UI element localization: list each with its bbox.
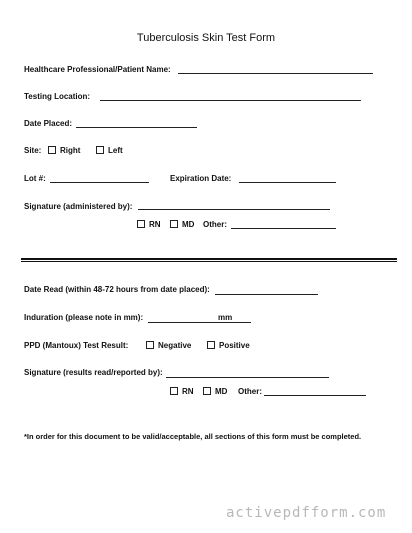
testing-location-field[interactable]	[100, 100, 361, 101]
site-right-checkbox[interactable]	[48, 146, 56, 154]
admin-other-field[interactable]	[231, 228, 336, 229]
patient-name-label: Healthcare Professional/Patient Name:	[24, 65, 171, 74]
read-md-checkbox[interactable]	[203, 387, 211, 395]
date-read-field[interactable]	[215, 294, 318, 295]
read-rn-label: RN	[182, 387, 194, 396]
induration-field[interactable]	[148, 322, 251, 323]
read-other-field[interactable]	[264, 395, 366, 396]
form-title: Tuberculosis Skin Test Form	[136, 32, 276, 44]
patient-name-field[interactable]	[178, 73, 373, 74]
section-divider	[21, 258, 397, 262]
admin-rn-label: RN	[149, 220, 161, 229]
induration-label: Induration (please note in mm):	[24, 313, 144, 322]
site-left-label: Left	[108, 146, 123, 155]
lot-label: Lot #:	[24, 174, 46, 183]
lot-field[interactable]	[50, 182, 149, 183]
site-label: Site:	[24, 146, 42, 155]
watermark: activepdfform.com	[226, 505, 387, 521]
expiration-field[interactable]	[239, 182, 336, 183]
site-right-label: Right	[60, 146, 81, 155]
read-other-label: Other:	[238, 387, 262, 396]
admin-other-label: Other:	[203, 220, 227, 229]
signature-read-label: Signature (results read/reported by):	[24, 368, 163, 377]
signature-admin-label: Signature (administered by):	[24, 202, 133, 211]
validity-note: *In order for this document to be valid/acceptable, all sections of this form must be completed.	[24, 432, 362, 441]
ppd-negative-label: Negative	[158, 341, 192, 350]
signature-admin-field[interactable]	[138, 209, 330, 210]
date-placed-field[interactable]	[76, 127, 197, 128]
ppd-result-label: PPD (Mantoux) Test Result:	[24, 341, 129, 350]
admin-md-checkbox[interactable]	[170, 220, 178, 228]
read-md-label: MD	[215, 387, 228, 396]
date-read-label: Date Read (within 48-72 hours from date placed):	[24, 285, 210, 294]
read-rn-checkbox[interactable]	[170, 387, 178, 395]
ppd-positive-label: Positive	[219, 341, 250, 350]
ppd-positive-checkbox[interactable]	[207, 341, 215, 349]
site-left-checkbox[interactable]	[96, 146, 104, 154]
date-placed-label: Date Placed:	[24, 119, 73, 128]
signature-read-field[interactable]	[166, 377, 329, 378]
expiration-label: Expiration Date:	[170, 174, 232, 183]
admin-md-label: MD	[182, 220, 195, 229]
ppd-negative-checkbox[interactable]	[146, 341, 154, 349]
induration-unit: mm	[218, 313, 233, 322]
testing-location-label: Testing Location:	[24, 92, 91, 101]
admin-rn-checkbox[interactable]	[137, 220, 145, 228]
